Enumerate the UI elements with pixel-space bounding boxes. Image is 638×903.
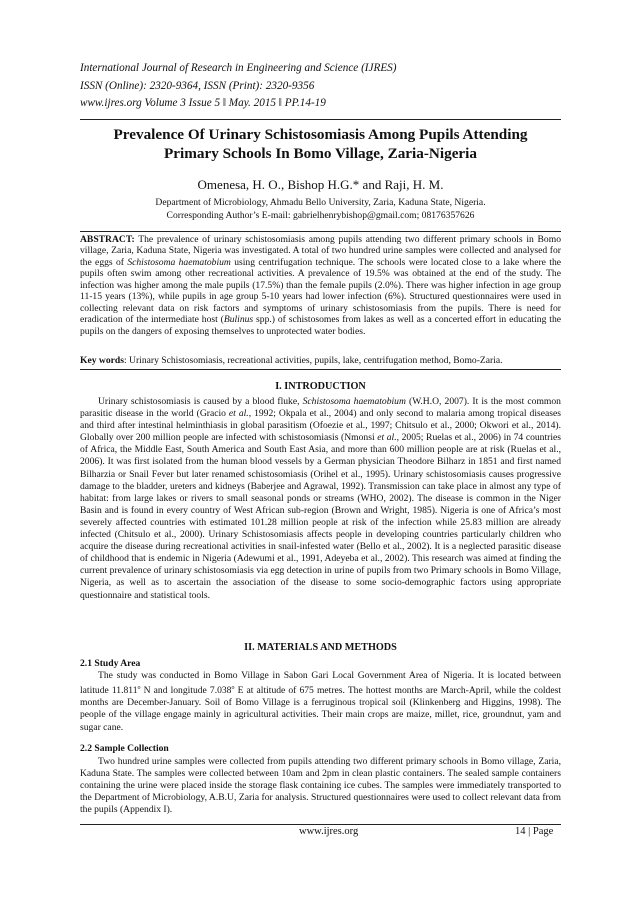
abstract-text-2: using centrifugation technique. The schools were located close to a lake where the pupils often swim among other recreational activities. A prevalence of 19.5% was obtained at the end of the study. The infection was higher among the male pupils (17.5%) than the female pupils (2.0%). There was higher infection in age group 11-15 years (13%), while pupils in age group 5-10 years had lower infection (6%). Structured questionnaires were used in collecting relevant data on risk factors and symptoms of urinary schistosomiasis from the pupils. There is need for eradication of the intermediate host (	[80, 256, 561, 326]
study-area-paragraph	[80, 670, 561, 734]
authors: Omenesa, H. O., Bishop H.G.* and Raji, H. M.	[197, 177, 444, 192]
degree-mark-2: o	[231, 685, 235, 692]
intro-text-4: , 2005; Ruelas et al., 2006) in 74 countries of Africa, the Middle East, South America and South East Asia, and more than 600 million people are at risk (Ruelas et al., 2006). It was first isolated from the human blood vessels by a German physician Theodore Bilharz in 1851 and first named Bilharzia or Snail Fever but later renamed schistosomiasis (Orihel et al., 1995). Urinary schistosomiasis causes progressive damage to the bladder, ureters and kidneys (Baberjee and Agrawal, 1992). Transmission can take place in almost any type of habitat: from large lakes or rivers to small seasonal ponds or streams (WHO, 2002). The disease is common in the Niger Basin and is found in every country of West African sub-region (Brown and Wright, 1985). Nigeria is one of Africa’s most severely affected countries with estimated 101.28 million people at risk of the infection while 25.83 million are already infected (Chitsulo et al., 2000). Urinary Schistosomiasis affects people in developing countries particularly children who acquire the disease during recreational activities in snail-infested water (Bello et al., 2002). It is a neglected parasitic disease of childhood that is endemic in Nigeria (Adewumi et al., 1991, Adeyeba et al., 2002). This research was aimed at finding the current prevalence of urinary schistosomiasis via egg detection in urine of pupils from two Primary schools in Bomo Village, Nigeria, as well as to ascertain the association of the disease to some socio-demographic factors using appropriate questionnaire and statistical tools.	[80, 432, 561, 601]
abstract-genus: Bulinus	[223, 314, 254, 326]
study-area-text-3: E at altitude of 675 metres. The hottest months are March-April, while the coldest months are December-January. Soil of Bomo Village is a ferruginous tropical soil (Klinkenberg and Higgins, 1998). The people of the village engage mainly in agricultural activities. Their main crops are maize, millet, rice, groundnut, yam and sugar cane.	[80, 685, 561, 733]
intro-text-1: Urinary schistosomiasis is caused by a blood fluke,	[98, 396, 303, 407]
title-line-2: Primary Schools In Bomo Village, Zaria-Nigeria	[163, 145, 477, 162]
subsection-heading-study-area: 2.1 Study Area	[80, 658, 141, 669]
section-heading-methods: II. MATERIALS AND METHODS	[244, 642, 397, 653]
paper-title	[80, 125, 561, 163]
journal-header	[80, 60, 560, 113]
footer-page-number: 14 | Page	[515, 826, 554, 837]
intro-text-3: , 1992; Okpala et al., 2004) and only second to malaria among tropical diseases and third after intestinal helminthiasis in global parasitism (Ofoezie et al., 1997; Chitsulo et al., 2000; Okwori et al., 2014). Globally over 200 million people are infected with schistosomiasis (Nmonsi	[80, 408, 561, 444]
corresponding-author: Corresponding Author’s E-mail: gabrielhenrybishop@gmail.com; 08176357626	[166, 210, 475, 221]
section-heading-introduction: I. INTRODUCTION	[275, 381, 366, 392]
journal-name: International Journal of Research in Engineering and Science (IJRES)	[80, 62, 397, 74]
study-area-text-1: The study was conducted in Bomo Village in Sabon Gari Local Government Area of Nigeria. It is located between latitude 11.811	[80, 670, 561, 697]
journal-issn: ISSN (Online): 2320-9364, ISSN (Print): 2320-9356	[80, 79, 315, 92]
introduction-paragraph	[80, 396, 561, 602]
abstract-species: Schistosoma haematobium	[127, 256, 231, 268]
study-area-text-2: N and longitude 7.038	[140, 685, 232, 697]
journal-volume: www.ijres.org Volume 3 Issue 5 ǁ May. 2015 ǁ PP.14-19	[80, 97, 326, 109]
degree-mark-1: o	[137, 685, 141, 692]
abstract-label: ABSTRACT:	[80, 234, 135, 245]
keywords-label: Key words	[80, 355, 124, 366]
affiliation: Department of Microbiology, Ahmadu Bello University, Zaria, Kaduna State, Nigeria.	[155, 197, 486, 208]
sample-collection-paragraph: Two hundred urine samples were collected from pupils attending two different primary schools in Bomo village, Zaria, Kaduna State. The samples were collected between 10am and 2pm in clean plastic containers. The sealed sample containers containing the urine were placed inside the storage flask containing ice cubes. The samples were immediately transported to the Department of Microbiology, A.B.U, Zaria for analysis. Structured questionnaires were used to collect relevant data from the pupils (Appendix I).	[80, 756, 561, 816]
abstract-text-1: The prevalence of urinary schistosomiasis among pupils attending two different primary schools in Bomo village, Zaria, Kaduna State, Nigeria was investigated. A total of two hundred urine samples were collected and analysed for the eggs of	[80, 234, 561, 268]
footer-rule	[80, 824, 561, 825]
header-rule	[80, 119, 561, 120]
title-line-1: Prevalence Of Urinary Schistosomiasis Among Pupils Attending	[113, 126, 528, 143]
intro-etal-1: et al.	[228, 408, 249, 420]
intro-text-2: (W.H.O, 2007). It is the most common parasitic disease in the world (Gracio	[80, 396, 561, 420]
keywords	[80, 355, 561, 367]
keywords-text: : Urinary Schistosomiasis, recreational activities, pupils, lake, centrifugation method, Bomo-Zaria.	[123, 355, 503, 366]
abstract	[80, 234, 561, 337]
intro-etal-2: et al.	[377, 432, 397, 444]
subsection-heading-sample-collection: 2.2 Sample Collection	[80, 743, 169, 754]
intro-species: Schistosoma haematobium	[302, 396, 406, 407]
abstract-text-3: spp.) of schistosomes from lakes as well as a concerted effort in educating the pupils on the dangers of exposing themselves to unprotected water bodies.	[80, 314, 561, 337]
footer-url: www.ijres.org	[299, 826, 359, 837]
